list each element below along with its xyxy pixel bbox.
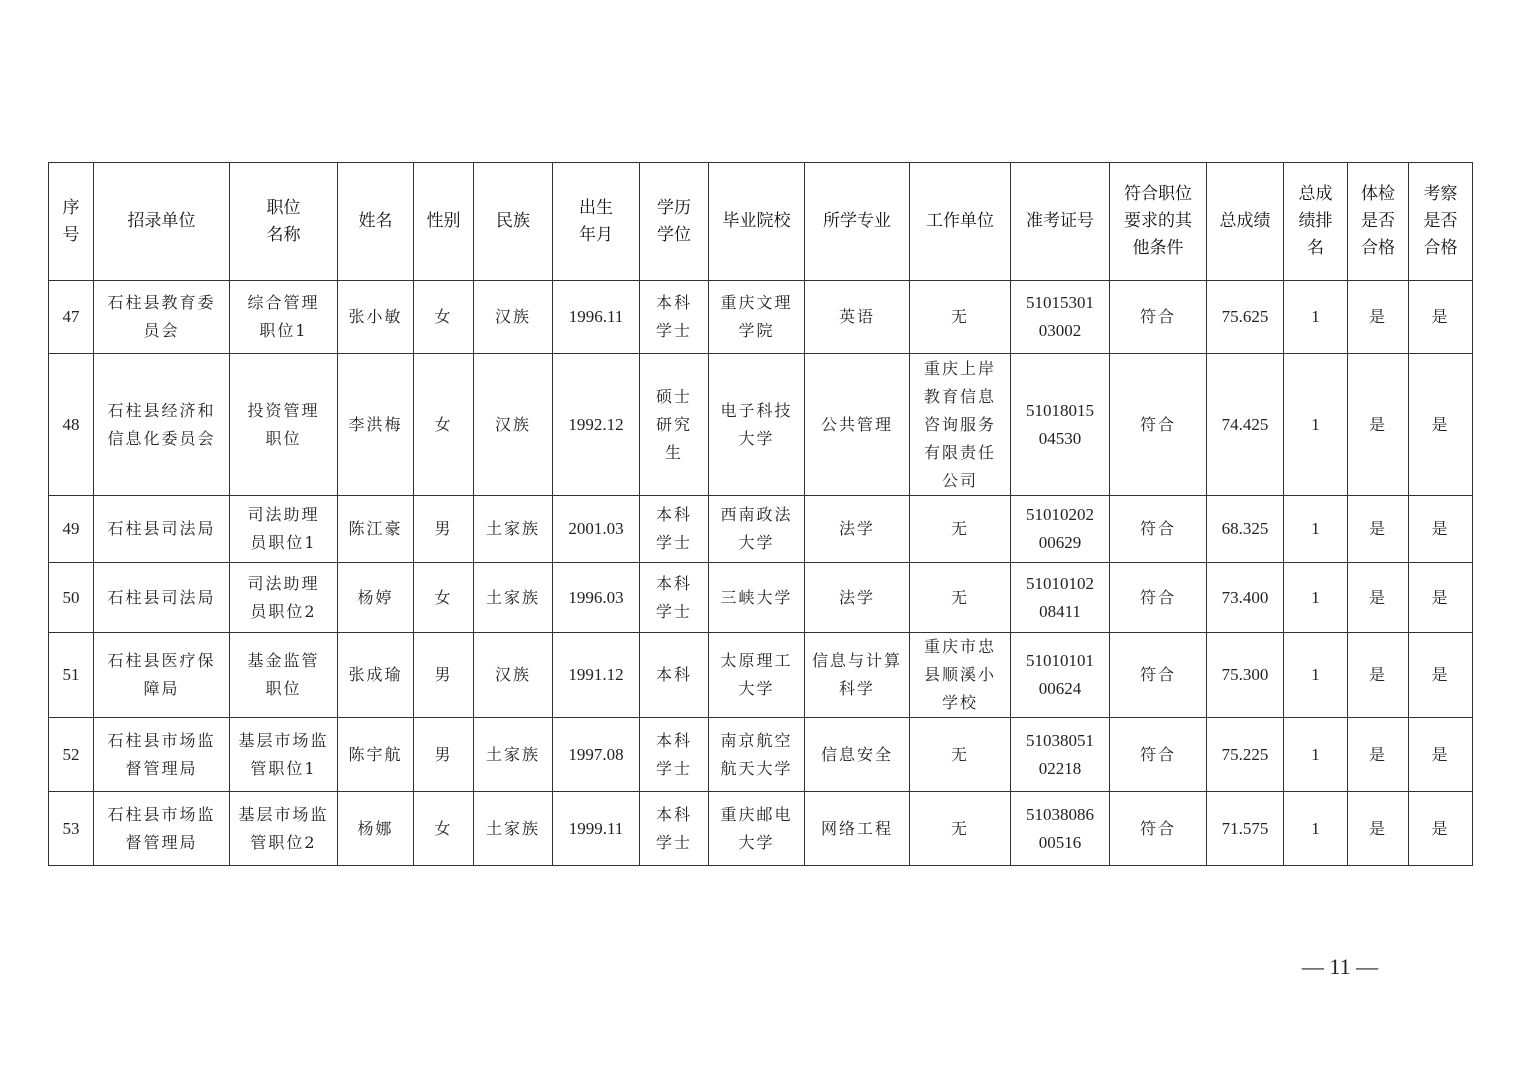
cell-rank: 1	[1284, 496, 1348, 563]
cell-rank: 1	[1284, 792, 1348, 866]
header-cell: 总成绩排名	[1284, 163, 1348, 281]
cell-review: 是	[1409, 354, 1473, 496]
cell-employer: 无	[910, 281, 1011, 354]
cell-employer: 重庆上岸教育信息咨询服务有限责任公司	[910, 354, 1011, 496]
cell-school: 重庆文理学院	[709, 281, 805, 354]
header-cell: 准考证号	[1011, 163, 1110, 281]
header-cell: 工作单位	[910, 163, 1011, 281]
cell-index: 53	[49, 792, 94, 866]
cell-degree: 本科学士	[640, 496, 709, 563]
cell-index: 49	[49, 496, 94, 563]
candidate-table	[48, 162, 1473, 866]
cell-score: 75.225	[1207, 718, 1284, 792]
cell-index: 52	[49, 718, 94, 792]
cell-birth: 1997.08	[553, 718, 640, 792]
cell-school: 三峡大学	[709, 563, 805, 633]
header-cell: 符合职位要求的其他条件	[1110, 163, 1207, 281]
table-header-row	[49, 163, 1473, 281]
cell-ethnicity: 汉族	[474, 354, 553, 496]
cell-employer: 无	[910, 563, 1011, 633]
cell-medical: 是	[1348, 496, 1409, 563]
cell-medical: 是	[1348, 633, 1409, 718]
table-row	[49, 633, 1473, 718]
cell-employer: 无	[910, 496, 1011, 563]
cell-school: 西南政法大学	[709, 496, 805, 563]
cell-major: 英语	[805, 281, 910, 354]
header-cell: 毕业院校	[709, 163, 805, 281]
cell-employer: 无	[910, 718, 1011, 792]
cell-unit: 石柱县司法局	[94, 563, 230, 633]
cell-birth: 2001.03	[553, 496, 640, 563]
header-cell: 民族	[474, 163, 553, 281]
cell-condition: 符合	[1110, 281, 1207, 354]
header-cell: 序号	[49, 163, 94, 281]
cell-condition: 符合	[1110, 563, 1207, 633]
cell-ethnicity: 土家族	[474, 563, 553, 633]
cell-employer: 无	[910, 792, 1011, 866]
cell-major: 信息与计算科学	[805, 633, 910, 718]
table-row	[49, 281, 1473, 354]
cell-score: 68.325	[1207, 496, 1284, 563]
cell-gender: 男	[414, 496, 474, 563]
cell-review: 是	[1409, 718, 1473, 792]
cell-degree: 本科学士	[640, 281, 709, 354]
cell-score: 71.575	[1207, 792, 1284, 866]
cell-unit: 石柱县市场监督管理局	[94, 718, 230, 792]
cell-degree: 硕士研究生	[640, 354, 709, 496]
cell-school: 重庆邮电大学	[709, 792, 805, 866]
cell-major: 公共管理	[805, 354, 910, 496]
cell-position: 综合管理职位1	[230, 281, 338, 354]
header-cell: 姓名	[338, 163, 414, 281]
cell-birth: 1996.03	[553, 563, 640, 633]
table-row	[49, 354, 1473, 496]
cell-name: 杨娜	[338, 792, 414, 866]
cell-index: 47	[49, 281, 94, 354]
cell-exam-id: 5101010208411	[1011, 563, 1110, 633]
cell-condition: 符合	[1110, 718, 1207, 792]
cell-name: 杨婷	[338, 563, 414, 633]
cell-ethnicity: 土家族	[474, 792, 553, 866]
cell-unit: 石柱县市场监督管理局	[94, 792, 230, 866]
cell-exam-id: 5101010100624	[1011, 633, 1110, 718]
cell-review: 是	[1409, 281, 1473, 354]
cell-degree: 本科学士	[640, 792, 709, 866]
cell-degree: 本科学士	[640, 563, 709, 633]
cell-birth: 1992.12	[553, 354, 640, 496]
cell-index: 50	[49, 563, 94, 633]
page-number: — 11 —	[1301, 954, 1379, 979]
cell-gender: 女	[414, 354, 474, 496]
cell-rank: 1	[1284, 718, 1348, 792]
table-row	[49, 496, 1473, 563]
cell-birth: 1996.11	[553, 281, 640, 354]
cell-gender: 女	[414, 792, 474, 866]
cell-birth: 1999.11	[553, 792, 640, 866]
cell-degree: 本科学士	[640, 718, 709, 792]
cell-name: 张成瑜	[338, 633, 414, 718]
header-cell: 所学专业	[805, 163, 910, 281]
cell-index: 48	[49, 354, 94, 496]
cell-position: 投资管理职位	[230, 354, 338, 496]
cell-major: 信息安全	[805, 718, 910, 792]
cell-ethnicity: 汉族	[474, 633, 553, 718]
cell-index: 51	[49, 633, 94, 718]
cell-major: 法学	[805, 563, 910, 633]
cell-major: 网络工程	[805, 792, 910, 866]
cell-birth: 1991.12	[553, 633, 640, 718]
cell-exam-id: 5103808600516	[1011, 792, 1110, 866]
cell-unit: 石柱县司法局	[94, 496, 230, 563]
cell-score: 73.400	[1207, 563, 1284, 633]
cell-condition: 符合	[1110, 354, 1207, 496]
cell-school: 南京航空航天大学	[709, 718, 805, 792]
header-cell: 考察是否合格	[1409, 163, 1473, 281]
cell-position: 基金监管职位	[230, 633, 338, 718]
cell-unit: 石柱县经济和信息化委员会	[94, 354, 230, 496]
cell-unit: 石柱县医疗保障局	[94, 633, 230, 718]
cell-rank: 1	[1284, 633, 1348, 718]
cell-rank: 1	[1284, 354, 1348, 496]
table-row	[49, 792, 1473, 866]
cell-name: 李洪梅	[338, 354, 414, 496]
cell-position: 司法助理员职位1	[230, 496, 338, 563]
cell-medical: 是	[1348, 792, 1409, 866]
cell-gender: 男	[414, 718, 474, 792]
cell-review: 是	[1409, 563, 1473, 633]
cell-rank: 1	[1284, 281, 1348, 354]
cell-ethnicity: 汉族	[474, 281, 553, 354]
cell-condition: 符合	[1110, 792, 1207, 866]
cell-rank: 1	[1284, 563, 1348, 633]
cell-condition: 符合	[1110, 633, 1207, 718]
header-cell: 性别	[414, 163, 474, 281]
table-row	[49, 563, 1473, 633]
cell-condition: 符合	[1110, 496, 1207, 563]
cell-employer: 重庆市忠县顺溪小学校	[910, 633, 1011, 718]
header-cell: 学历学位	[640, 163, 709, 281]
cell-medical: 是	[1348, 718, 1409, 792]
cell-medical: 是	[1348, 563, 1409, 633]
cell-ethnicity: 土家族	[474, 496, 553, 563]
cell-position: 基层市场监管职位1	[230, 718, 338, 792]
cell-medical: 是	[1348, 281, 1409, 354]
cell-name: 陈江豪	[338, 496, 414, 563]
cell-school: 太原理工大学	[709, 633, 805, 718]
cell-unit: 石柱县教育委员会	[94, 281, 230, 354]
cell-exam-id: 5101020200629	[1011, 496, 1110, 563]
cell-review: 是	[1409, 792, 1473, 866]
cell-position: 司法助理员职位2	[230, 563, 338, 633]
cell-position: 基层市场监管职位2	[230, 792, 338, 866]
cell-score: 74.425	[1207, 354, 1284, 496]
cell-name: 张小敏	[338, 281, 414, 354]
cell-medical: 是	[1348, 354, 1409, 496]
cell-score: 75.625	[1207, 281, 1284, 354]
cell-degree: 本科	[640, 633, 709, 718]
cell-exam-id: 5103805102218	[1011, 718, 1110, 792]
header-cell: 出生年月	[553, 163, 640, 281]
cell-name: 陈宇航	[338, 718, 414, 792]
cell-gender: 女	[414, 563, 474, 633]
cell-school: 电子科技大学	[709, 354, 805, 496]
cell-ethnicity: 土家族	[474, 718, 553, 792]
cell-gender: 女	[414, 281, 474, 354]
cell-review: 是	[1409, 633, 1473, 718]
header-cell: 职位名称	[230, 163, 338, 281]
header-cell: 体检是否合格	[1348, 163, 1409, 281]
header-cell: 招录单位	[94, 163, 230, 281]
table-row	[49, 718, 1473, 792]
cell-review: 是	[1409, 496, 1473, 563]
cell-major: 法学	[805, 496, 910, 563]
cell-gender: 男	[414, 633, 474, 718]
cell-exam-id: 5101530103002	[1011, 281, 1110, 354]
header-cell: 总成绩	[1207, 163, 1284, 281]
cell-exam-id: 5101801504530	[1011, 354, 1110, 496]
cell-score: 75.300	[1207, 633, 1284, 718]
